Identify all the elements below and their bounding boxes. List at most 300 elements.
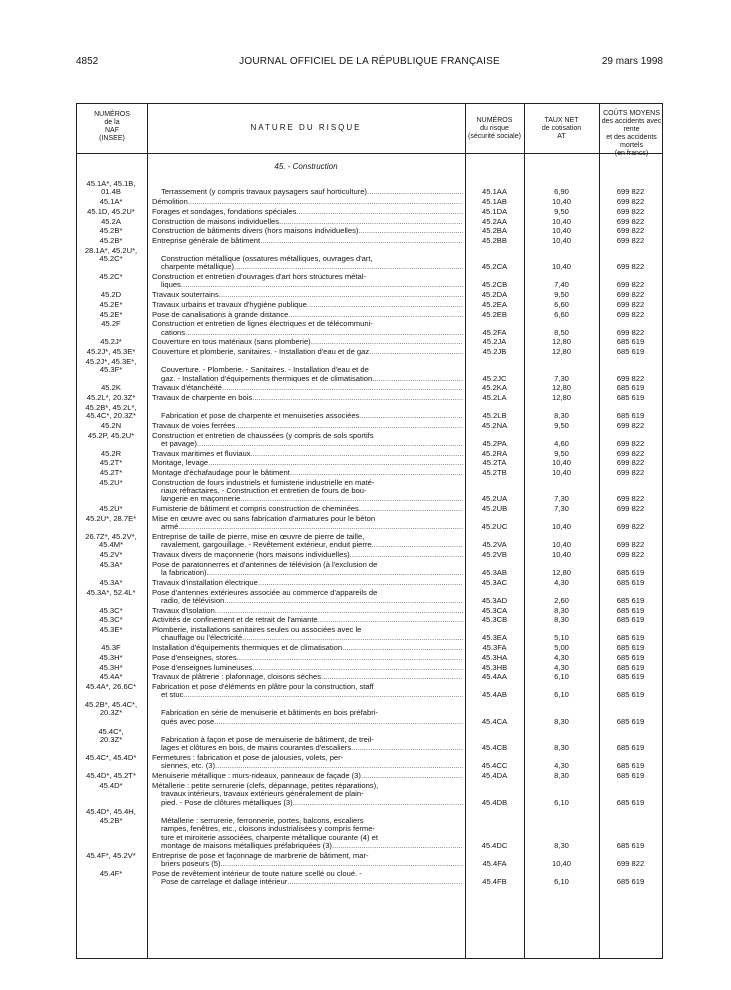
naf-code-line: 45.2N: [100, 421, 122, 430]
table-row: [77, 469, 662, 477]
table-row: [77, 754, 662, 771]
risk-nature-line: Couverture. - Plomberie. - Sanitaires. - Installation d'eau et de: [161, 366, 369, 375]
table-row: [77, 227, 662, 235]
average-cost: 699 822: [616, 504, 645, 514]
net-rate: 6,60: [554, 299, 569, 309]
average-cost: 699 822: [616, 216, 645, 226]
average-cost: 699 822: [616, 420, 645, 430]
net-rate: 10,40: [551, 522, 571, 532]
net-rate: 8,30: [554, 615, 569, 625]
risk-nature: [152, 561, 463, 578]
naf-code-line: 45.2P, 45.2U*: [87, 431, 135, 440]
risk-nature-text: Travaux maritimes et fluviaux: [152, 449, 251, 458]
average-cost: 685 619: [616, 393, 645, 402]
header-line: de cotisation: [541, 125, 582, 132]
risk-nature-text: Travaux urbains et travaux d'hygiène publique: [152, 300, 307, 309]
table-row: [77, 607, 662, 615]
naf-code: [77, 589, 145, 597]
net-rate: 6,60: [554, 309, 569, 319]
risk-nature-line: [152, 188, 463, 196]
risk-number: 45.2BA: [482, 226, 507, 236]
risk-nature-line: [152, 469, 463, 477]
net-rate: 7,40: [554, 280, 569, 290]
risk-nature: [152, 772, 463, 780]
naf-code-line: 26.7Z*, 45.2V*,: [85, 533, 137, 541]
risk-nature-line: Construction métallique (ossatures métalliques, ouvrages d'art,: [161, 254, 373, 263]
risk-nature-line: Pose de revêtement intérieur de toute nature scellé ou cloué. -: [152, 869, 362, 878]
risk-number: 45.2LB: [482, 411, 507, 421]
risk-nature-line: Construction et entretien de lignes électriques et de télécommuni-: [152, 320, 373, 329]
risk-nature: [152, 301, 463, 309]
net-rate: 10,40: [551, 235, 571, 245]
risk-nature: [152, 450, 463, 458]
table-row: [77, 198, 662, 206]
naf-code-line: 45.4F*, 45.2V*: [86, 851, 136, 860]
risk-nature: [152, 673, 463, 681]
section-title: 45. - Construction: [274, 162, 338, 171]
risk-nature: [152, 479, 463, 504]
average-cost: 685 619: [616, 690, 645, 700]
average-cost: 685 619: [616, 840, 645, 850]
dot-leader: [178, 523, 463, 531]
risk-nature-line: [152, 218, 463, 226]
average-cost: 685 619: [616, 771, 645, 781]
dot-leader: [367, 188, 463, 196]
risk-nature-text: Travaux de charpente en bois: [152, 394, 253, 402]
dot-leader: [258, 579, 463, 587]
naf-code-line: 45.2A: [101, 217, 121, 226]
header-line: de la: [104, 119, 120, 126]
net-rate: 12,80: [551, 393, 571, 402]
naf-code-line: 45.2C*: [99, 254, 123, 263]
naf-code-line: 45.3F: [101, 644, 121, 653]
dot-leader: [311, 338, 463, 346]
risk-number: 45.2TA: [482, 458, 507, 468]
naf-code: [77, 551, 145, 559]
naf-code-line: 45.2C*: [99, 273, 123, 282]
naf-code: [77, 348, 145, 356]
dot-leader: [207, 569, 463, 577]
dot-leader: [369, 348, 463, 356]
risk-nature-line: [152, 237, 463, 245]
risk-nature-text: Activités de confinement et de retrait de l'amiante: [152, 616, 318, 625]
naf-code-line: 45.2B*: [99, 227, 123, 236]
naf-code: [77, 607, 145, 615]
average-cost: 699 822: [616, 187, 645, 197]
header-line: (INSEE): [99, 135, 125, 142]
net-rate: 6,10: [554, 877, 569, 887]
table-row: [77, 422, 662, 430]
average-cost: 685 619: [616, 605, 645, 615]
average-cost: 685 619: [616, 743, 645, 753]
page-number: 4852: [76, 56, 99, 67]
risk-number: 45.2LA: [482, 393, 507, 402]
risk-nature-text: Entreprise générale de bâtiment: [152, 236, 261, 245]
net-rate: 12,80: [551, 383, 571, 393]
risk-nature-text: pied. - Pose de clôtures métalliques (3): [161, 798, 293, 807]
risk-number: 45.2UB: [481, 504, 508, 514]
risk-nature-line: travaux intérieurs, travaux extérieurs généralement de plain-: [161, 790, 364, 799]
dot-leader: [252, 664, 463, 672]
naf-code-line: 45.1A*, 45.1B,: [86, 180, 136, 188]
naf-code: [77, 579, 145, 587]
risk-nature-text: Menuiserie métallique : murs-rideaux, panneaux de façade (3): [152, 772, 361, 781]
risk-nature: [152, 701, 463, 726]
risk-nature-text: Démolition: [152, 198, 188, 207]
average-cost: 685 619: [616, 411, 645, 421]
average-cost: 685 619: [616, 595, 645, 605]
dot-leader: [183, 691, 463, 699]
risk-number: 45.4DC: [481, 840, 508, 850]
risk-nature: [152, 237, 463, 245]
risk-number: 45.2BB: [482, 235, 507, 245]
column-header-numero: [465, 117, 524, 141]
risk-number: 45.3HB: [481, 662, 508, 672]
header-line: COÛTS MOYENS: [603, 110, 660, 117]
risk-nature-line: [152, 263, 463, 271]
naf-code-line: 45.4C*, 20.3Z*: [86, 412, 136, 421]
risk-nature-line: [152, 673, 463, 681]
dot-leader: [181, 281, 463, 289]
risk-nature-text: briers poseurs (5): [161, 860, 221, 869]
dot-leader: [321, 673, 463, 681]
risk-nature: [152, 320, 463, 337]
risk-nature: [152, 273, 463, 290]
net-rate: 9,50: [554, 290, 569, 300]
average-cost: 699 822: [616, 468, 645, 477]
naf-code-line: 45.2J*, 45.3E*: [86, 348, 136, 357]
naf-code: [77, 533, 145, 550]
risk-nature-line: [152, 495, 463, 503]
risk-number: 45.2UC: [481, 522, 508, 532]
naf-code-line: 45.4D*, 45.2T*: [86, 772, 136, 781]
dot-leader: [372, 375, 463, 383]
risk-nature-line: Métallerie : petite serrurerie (clefs, dépannage, petites réparations),: [152, 781, 379, 790]
risk-number: 45.4DB: [481, 797, 508, 807]
net-rate: 12,80: [551, 347, 571, 357]
average-cost: 685 619: [616, 662, 645, 672]
risk-nature-text: Montage, levage: [152, 459, 209, 468]
net-rate: 10,40: [551, 197, 571, 207]
risk-number: 45.3FA: [482, 643, 507, 653]
average-cost: 685 619: [616, 383, 645, 393]
naf-code: [77, 198, 145, 206]
net-rate: 10,40: [551, 859, 571, 869]
risk-nature-text: la fabrication): [161, 569, 207, 578]
net-rate: 7,30: [554, 504, 569, 514]
risk-nature: [152, 384, 463, 392]
risk-nature-line: Construction de fours industriels et fumisterie industrielle en maté-: [152, 478, 375, 487]
risk-nature-text: Travaux de voies ferrées: [152, 421, 236, 430]
dot-leader: [318, 616, 463, 624]
header-line: du risque: [480, 125, 509, 132]
naf-code-line: 45.2U*: [99, 478, 123, 487]
risk-number: 45.3HA: [481, 652, 508, 662]
table-row: [77, 616, 662, 624]
risk-nature-line: [152, 878, 463, 886]
naf-code-line: 20.3Z*: [99, 709, 123, 718]
naf-code-line: 45.2T*: [99, 469, 123, 477]
risk-nature-line: [152, 579, 463, 587]
naf-code-line: 45.4D*, 45.4H,: [86, 808, 136, 817]
table-row: [77, 728, 662, 753]
net-rate: 10,40: [551, 468, 571, 477]
risk-nature-line: [152, 301, 463, 309]
risk-number: 45.2UA: [481, 494, 508, 504]
risk-nature-line: [152, 541, 463, 549]
risk-nature-text: Construction de bâtiments divers (hors maisons individuelles): [152, 227, 359, 236]
naf-code: [77, 450, 145, 458]
naf-code: [77, 808, 145, 825]
risk-nature-line: [152, 384, 463, 392]
net-rate: 4,60: [554, 438, 569, 448]
risk-nature-line: [152, 607, 463, 615]
risk-nature-text: chauffage ou l'électricité: [161, 634, 243, 643]
risk-number: 45.2EA: [482, 299, 507, 309]
naf-code: [77, 728, 145, 745]
header-line: NAF: [105, 127, 119, 134]
naf-code-line: 45.2L*, 20.3Z*: [86, 394, 136, 402]
naf-code-line: 45.2K: [101, 384, 121, 393]
dot-leader: [288, 311, 463, 319]
table-row: [77, 870, 662, 887]
risk-nature-line: [152, 247, 463, 255]
risk-nature-text: gaz. - Installation d'équipements thermiques et de climatisation: [161, 374, 373, 383]
table-row: [77, 782, 662, 807]
table-row: [77, 664, 662, 672]
table-row: [77, 301, 662, 309]
naf-code-line: 45.2T*: [99, 459, 123, 468]
risk-nature-line: [152, 762, 463, 770]
risk-nature: [152, 626, 463, 643]
risk-nature-line: [152, 291, 463, 299]
dot-leader: [219, 291, 463, 299]
naf-code: [77, 208, 145, 216]
risk-nature: [152, 589, 463, 606]
table-row: [77, 561, 662, 578]
naf-code: [77, 273, 145, 281]
dot-leader: [293, 799, 463, 807]
risk-nature-text: Construction de maisons individuelles: [152, 217, 280, 226]
average-cost: 699 822: [616, 290, 645, 300]
risk-number: 45.2JA: [482, 337, 507, 347]
risk-nature-line: [152, 728, 463, 736]
average-cost: 699 822: [616, 235, 645, 245]
risk-number: 45.2NA: [481, 420, 508, 430]
risk-nature: [152, 198, 463, 206]
table-row: [77, 683, 662, 700]
risk-nature: [152, 459, 463, 467]
net-rate: 6,10: [554, 797, 569, 807]
average-cost: 699 822: [616, 262, 645, 272]
average-cost: 699 822: [616, 299, 645, 309]
table-row: [77, 384, 662, 392]
header-line: NUMÉROS: [476, 117, 513, 124]
net-rate: 6,10: [554, 690, 569, 700]
risk-nature-line: [152, 718, 463, 726]
risk-nature-line: [152, 616, 463, 624]
risk-number: 45.4CB: [481, 743, 508, 753]
risk-number: 45.2JB: [482, 347, 507, 357]
naf-code-line: 45.3C*: [99, 616, 123, 625]
risk-nature: [152, 515, 463, 532]
risk-number: 45.2RA: [481, 448, 508, 458]
risk-nature-line: [152, 208, 463, 216]
average-cost: 699 822: [616, 280, 645, 290]
risk-nature-text: Forages et sondages, fondations spéciales: [152, 207, 297, 216]
dot-leader: [372, 541, 463, 549]
naf-code: [77, 515, 145, 523]
naf-code: [77, 469, 145, 477]
risk-nature: [152, 664, 463, 672]
average-cost: 699 822: [616, 373, 645, 383]
naf-code-line: 45.2F: [101, 320, 121, 329]
naf-code-line: 45.4D*: [99, 781, 123, 790]
risk-nature-line: [152, 394, 463, 402]
risk-nature-line: Entreprise de pose et façonnage de marbrerie de bâtiment, mar-: [152, 851, 369, 860]
dot-leader: [188, 198, 463, 206]
average-cost: 699 822: [616, 540, 645, 550]
risk-nature-line: [152, 597, 463, 605]
risk-nature: [152, 469, 463, 477]
risk-nature-text: Pose d'enseignes lumineuses: [152, 663, 253, 672]
naf-code: [77, 404, 145, 421]
average-cost: 685 619: [616, 877, 645, 887]
risk-nature-text: liques: [161, 281, 181, 290]
dot-leader: [287, 878, 463, 886]
risk-nature-line: [152, 348, 463, 356]
net-rate: 8,30: [554, 771, 569, 781]
average-cost: 699 822: [616, 859, 645, 869]
naf-code-line: 45.3A*: [99, 578, 123, 587]
net-rate: 9,50: [554, 420, 569, 430]
table-row: [77, 394, 662, 402]
risk-nature-text: et pavage): [161, 439, 197, 448]
net-rate: 9,50: [554, 206, 569, 216]
net-rate: 6,10: [554, 672, 569, 682]
dot-leader: [358, 227, 463, 235]
header-line: TAUX NET: [544, 117, 579, 124]
risk-nature: [152, 607, 463, 615]
risk-nature: [152, 422, 463, 430]
risk-table: [76, 103, 663, 959]
dot-leader: [342, 644, 463, 652]
header-divider: [77, 153, 662, 154]
net-rate: 2,60: [554, 595, 569, 605]
risk-nature-line: [152, 338, 463, 346]
naf-code: [77, 320, 145, 328]
risk-nature-line: ture et miroiterie associées, charpente métallique courante (4) et: [161, 833, 378, 842]
dot-leader: [296, 208, 463, 216]
naf-code-line: 45.2U*: [99, 505, 123, 514]
risk-nature: [152, 404, 463, 421]
naf-code-line: 45.2B*, 45.2L*,: [85, 403, 137, 412]
risk-nature-line: [152, 644, 463, 652]
average-cost: 699 822: [616, 226, 645, 236]
naf-code: [77, 358, 145, 375]
risk-nature: [152, 551, 463, 559]
dot-leader: [359, 412, 463, 420]
risk-nature-text: charpente métallique): [161, 263, 235, 272]
table-row: [77, 459, 662, 467]
risk-nature: [152, 579, 463, 587]
risk-nature-line: [152, 744, 463, 752]
net-rate: 8,30: [554, 840, 569, 850]
naf-code-line: 45.2E*: [99, 310, 123, 319]
risk-nature-text: Montage d'échafaudage pour le bâtiment: [152, 469, 290, 477]
risk-nature-text: Travaux souterrains: [152, 291, 219, 300]
risk-number: 45.4CA: [481, 716, 508, 726]
naf-code: [77, 394, 145, 402]
naf-code-line: 45.1A*: [99, 198, 123, 207]
risk-nature: [152, 852, 463, 869]
header-line: et des accidents mortels: [606, 134, 657, 149]
dot-leader: [215, 607, 463, 615]
net-rate: 7,30: [554, 494, 569, 504]
risk-nature-line: [152, 772, 463, 780]
table-row: [77, 311, 662, 319]
naf-code: [77, 644, 145, 652]
risk-nature-line: [152, 523, 463, 531]
naf-code: [77, 782, 145, 790]
naf-code: [77, 754, 145, 762]
naf-code: [77, 432, 145, 440]
risk-number: 45.1AA: [482, 187, 507, 197]
table-row: [77, 291, 662, 299]
naf-code-line: 45.4M*: [98, 541, 124, 550]
dot-leader: [221, 860, 463, 868]
naf-code: [77, 673, 145, 681]
risk-number: 45.2DA: [481, 290, 508, 300]
table-row: [77, 432, 662, 449]
risk-number: 45.2PA: [482, 438, 507, 448]
naf-code-line: 45.4C*,: [98, 727, 124, 736]
risk-nature-line: Construction et entretien de chaussées (y compris de sols sportifs: [152, 431, 374, 440]
risk-nature-text: Travaux d'installation électrique: [152, 578, 258, 587]
table-row: [77, 218, 662, 226]
risk-nature-line: Pose d'antennes extérieures associée au commerce d'appareils de: [152, 588, 378, 597]
net-rate: 10,40: [551, 226, 571, 236]
dot-leader: [240, 495, 463, 503]
average-cost: 699 822: [616, 438, 645, 448]
table-row: [77, 450, 662, 458]
risk-number: 45.2FA: [482, 327, 507, 337]
table-row: [77, 479, 662, 504]
naf-code: [77, 311, 145, 319]
net-rate: 7,30: [554, 373, 569, 383]
risk-nature-text: Fabrication et pose de charpente et menuiseries associées: [161, 412, 360, 421]
net-rate: 10,40: [551, 262, 571, 272]
risk-nature-text: Pose de canalisations à grande distance: [152, 310, 289, 319]
dot-leader: [350, 551, 463, 559]
naf-code: [77, 237, 145, 245]
net-rate: 12,80: [551, 337, 571, 347]
table-row: [77, 273, 662, 290]
naf-code-line: 28.1A*, 45.2U*,: [84, 246, 138, 255]
risk-nature: [152, 227, 463, 235]
header-line: (en francs): [614, 150, 649, 157]
risk-number: 45.2EB: [482, 309, 507, 319]
naf-code: [77, 218, 145, 226]
risk-nature-text: Fumisterie de bâtiment et compris construction de cheminées: [152, 505, 359, 514]
average-cost: 685 619: [616, 652, 645, 662]
risk-nature-line: Construction et entretien d'ouvrages d'art hors structures métal-: [152, 273, 366, 282]
naf-code: [77, 626, 145, 634]
naf-code-line: 45.1D, 45.2U*: [87, 207, 135, 216]
risk-nature-text: Couverture en tous matériaux (sans plomberie): [152, 338, 311, 347]
risk-nature-text: Installation d'équipements thermiques et de climatisation: [152, 644, 343, 653]
table-row: [77, 247, 662, 272]
